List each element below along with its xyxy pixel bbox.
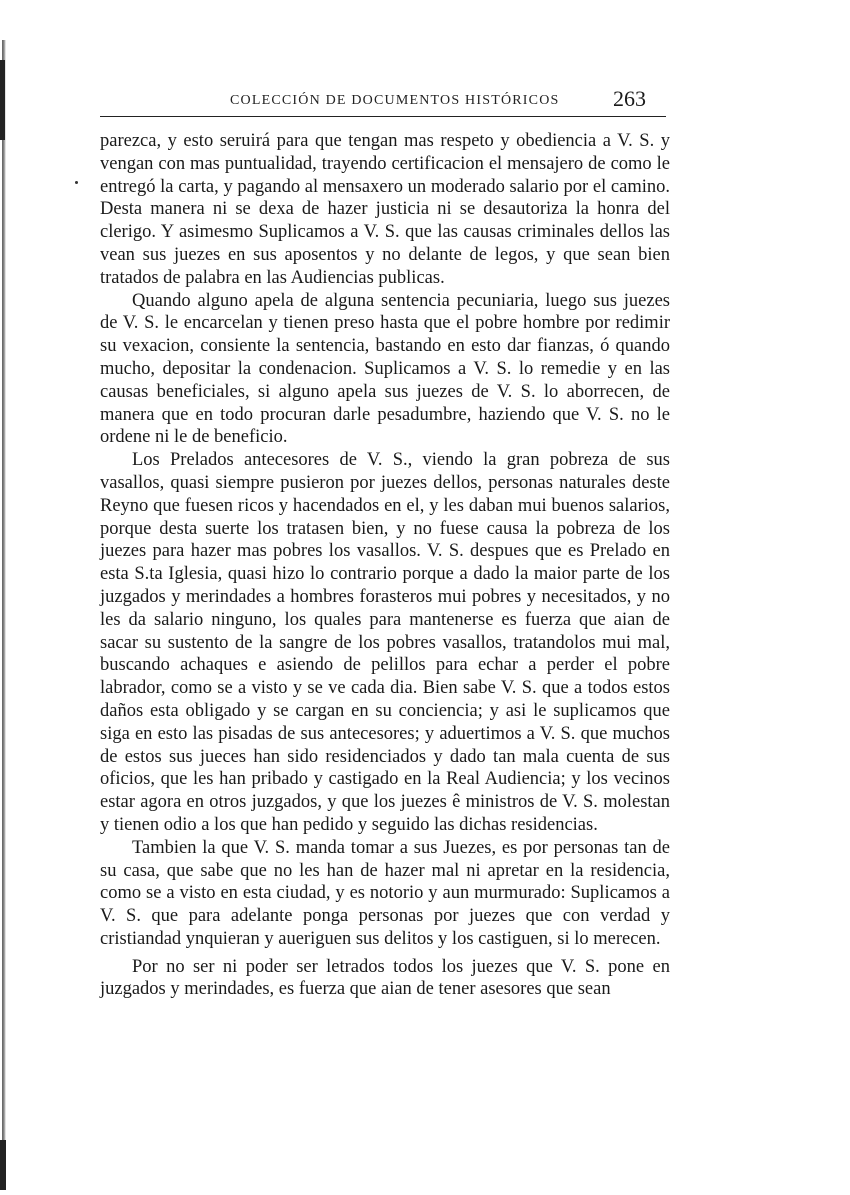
binding-mark-top — [0, 60, 5, 140]
page-binding-edge — [2, 40, 6, 1190]
body-text — [100, 130, 670, 1001]
running-title: COLECCIÓN DE DOCUMENTOS HISTÓRICOS — [230, 93, 560, 108]
paragraph-1: parezca, y esto seruirá para que tengan mas respeto y obediencia a V. S. y vengan con mas puntualidad, trayendo certificacion el mensajero de como le entregó la carta, y pagando al mensaxero un moderado salario por el camino. Desta manera ni se dexa de hazer justicia ni se desautoriza la honra del clerigo. Y asimesmo Suplicamos a V. S. que las causas criminales dellos las vean sus juezes en sus aposentos y no delante de legos, y que sean bien tratados de palabra en las Audiencias publicas. — [100, 131, 670, 288]
paragraph-5: Por no ser ni poder ser letrados todos los juezes que V. S. pone en juzgados y merindades, es fuerza que aian de tener asesores que sean — [100, 956, 670, 1000]
page-header — [100, 84, 666, 117]
paragraph-3: Los Prelados antecesores de V. S., viendo la gran pobreza de sus vasallos, quasi siempre pusieron por juezes dellos, personas naturales deste Reyno que fuesen ricos y hacendados en el, y les daban mui buenos salarios, porque desta suerte los tratasen bien, y no fuese causa la pobreza de los juezes para hazer mas pobres los vasallos. V. S. despues que es Prelado en esta S.ta Iglesia, quasi hizo lo contrario porque a dado la maior parte de los juzgados y merindades a hombres forasteros mui pobres y necesitados, y no les da salario ninguno, los quales para mantenerse es fuerza que aian de sacar su sustento de la sangre de los pobres vasallos, tratandolos mui mal, buscando achaques e asiendo de pelillos para echar a perder el pobre labrador, como se a visto y se ve cada dia. Bien sabe V. S. que a todos estos daños esta obligado y se cargan en su conciencia; y asi le suplicamos que siga en esto las pisadas de sus antecesores; y aduertimos a V. S. que muchos de estos sus jueces han sido residenciados y dado tan mala cuenta de sus oficios, que les han pribado y castigado en la Real Audiencia; y los vecinos estar agora en otros juzgados, y que los juezes ê ministros de V. S. molestan y tienen odio a los que han pedido y seguido las dichas residencias. — [100, 450, 670, 835]
binding-mark-bottom — [0, 1140, 6, 1190]
paragraph-2: Quando alguno apela de alguna sentencia pecuniaria, luego sus juezes de V. S. le encarcelan y tienen preso hasta que el pobre hombre por redimir su vexacion, consiente la sentencia, bastando en esto dar fianzas, ó quando mucho, depositar la condenacion. Suplicamos a V. S. lo remedie y en las causas beneficiales, si alguno apela sus juezes de V. S. lo aborrecen, de manera que en todo procuran darle pesadumbre, haziendo que V. S. no le ordene ni le de beneficio. — [100, 290, 670, 448]
page-number: 263 — [613, 86, 646, 111]
ink-speck — [75, 181, 78, 184]
paragraph-4: Tambien la que V. S. manda tomar a sus Juezes, es por personas tan de su casa, que sabe que no les han de hazer mal ni apretar en la residencia, como se a visto en esta ciudad, y es notorio y aun murmurado: Suplicamos a V. S. que para adelante ponga personas por juezes que con verdad y cristiandad ynquieran y aueriguen sus delitos y los castiguen, si lo merecen. — [100, 837, 670, 949]
